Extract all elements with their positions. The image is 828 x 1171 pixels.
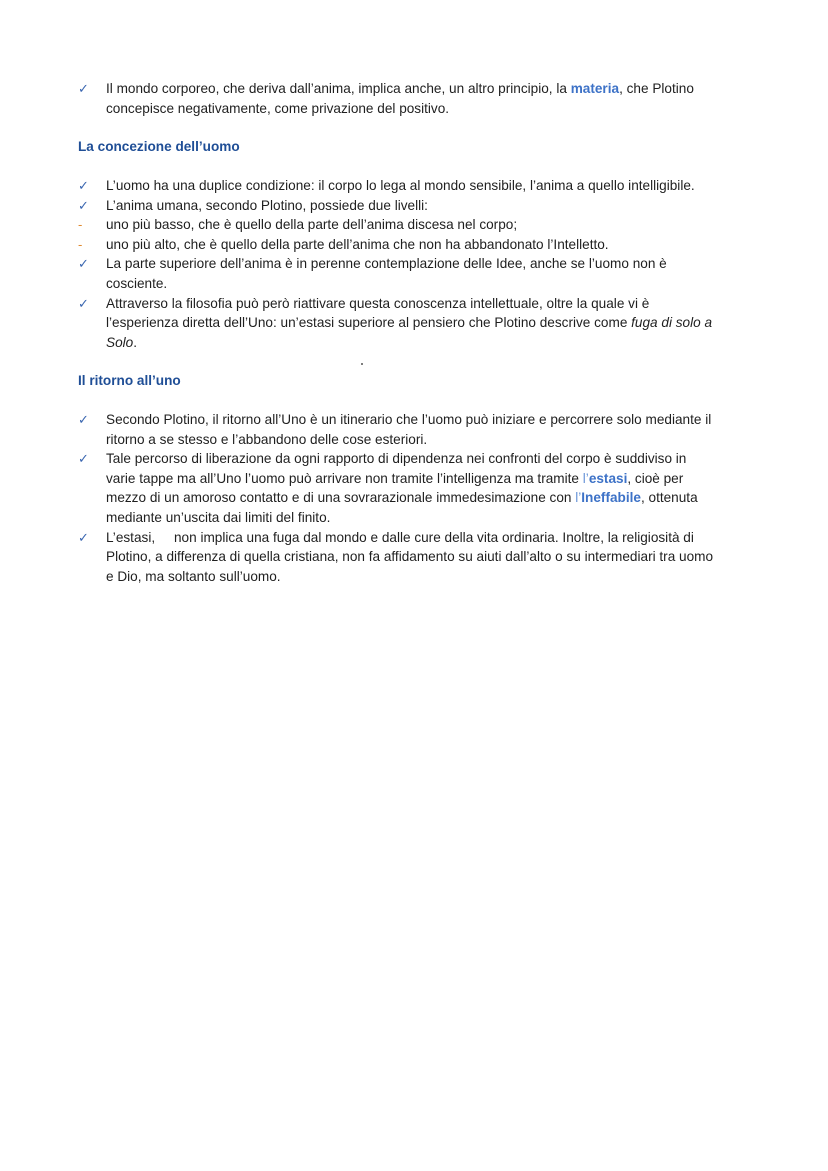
list-item: ✓ L’anima umana, secondo Plotino, possiede due livelli: bbox=[78, 196, 768, 216]
intro-list bbox=[78, 79, 768, 118]
section-heading: La concezione dell’uomo bbox=[78, 139, 240, 154]
list-item: ✓ Secondo Plotino, il ritorno all’Uno è un itinerario che l’uomo può iniziare e percorrere solo mediante il ritorno a se stesso e l’abbandono delle cose esteriori. bbox=[78, 412, 712, 447]
checkmark-icon: ✓ bbox=[78, 178, 89, 193]
dash-bullet-icon: - bbox=[78, 236, 83, 252]
section-heading: Il ritorno all’uno bbox=[78, 373, 181, 388]
checkmark-icon: ✓ bbox=[78, 197, 89, 213]
list-item: ✓ L’uomo ha una duplice condizione: il corpo lo lega al mondo sensibile, l’anima a quello intelligibile. bbox=[78, 176, 768, 196]
list-item: ✓ La parte superiore dell’anima è in perenne contemplazione delle Idee, anche se l’uomo non è cosciente. bbox=[78, 256, 667, 291]
checkmark-icon: ✓ bbox=[78, 81, 89, 96]
checkmark-icon: ✓ bbox=[78, 256, 89, 272]
checkmark-icon: ✓ bbox=[78, 412, 89, 427]
sub-list-item: - uno più basso, che è quello della parte dell’anima discesa nel corpo; bbox=[78, 215, 768, 235]
list-item: ✓ Tale percorso di liberazione da ogni rapporto di dipendenza nei confronti del corpo è suddiviso in varie tappe ma all’Uno l’uomo può arrivare non tramite l’intelligenza ma tramite l’estasi, cioè per mezzo di un amoroso contatto e di una sovrarazionale immedesimazione con l’Ineffabile, ottenuta mediante un’uscita dai limiti del finito. bbox=[78, 451, 698, 525]
concezione-list bbox=[78, 176, 768, 352]
italic-quote: fuga di solo a bbox=[631, 315, 713, 331]
highlighted-term: estasi bbox=[588, 470, 628, 486]
list-item bbox=[78, 79, 768, 118]
checkmark-icon: ✓ bbox=[78, 451, 89, 467]
sub-list-item: - uno più alto, che è quello della parte dell’anima che non ha abbandonato l’Intelletto. bbox=[78, 235, 768, 255]
highlighted-term: Ineffabile bbox=[581, 490, 641, 506]
ritorno-list bbox=[78, 410, 768, 586]
dash-bullet-icon: - bbox=[78, 217, 83, 233]
list-item-line: Il mondo corporeo, che deriva dall’anima, implica anche, un altro principio, la materia, che Plotino bbox=[106, 81, 694, 96]
checkmark-icon: ✓ bbox=[78, 529, 89, 545]
list-item-line: concepisce negativamente, come privazione del positivo. bbox=[106, 100, 450, 116]
stray-dot bbox=[361, 363, 363, 365]
list-item: ✓ L’estasi, non implica una fuga dal mondo e dalle cure della vita ordinaria. Inoltre, la religiosità di Plotino, a differenza di quella cristiana, non fa affidamento su aiuti dall’alto o su intermediari tra uomo e Dio, ma soltanto sull’uomo. bbox=[78, 529, 714, 584]
list-item: ✓ Attraverso la filosofia può però riattivare questa conoscenza intellettuale, oltre la quale vi è l’esperienza diretta dell’Uno: un’estasi superiore al pensiero che Plotino descrive come fuga di solo a Solo. bbox=[78, 295, 713, 350]
checkmark-icon: ✓ bbox=[78, 295, 89, 311]
highlighted-term: materia bbox=[570, 81, 620, 96]
italic-quote: Solo bbox=[106, 334, 134, 350]
